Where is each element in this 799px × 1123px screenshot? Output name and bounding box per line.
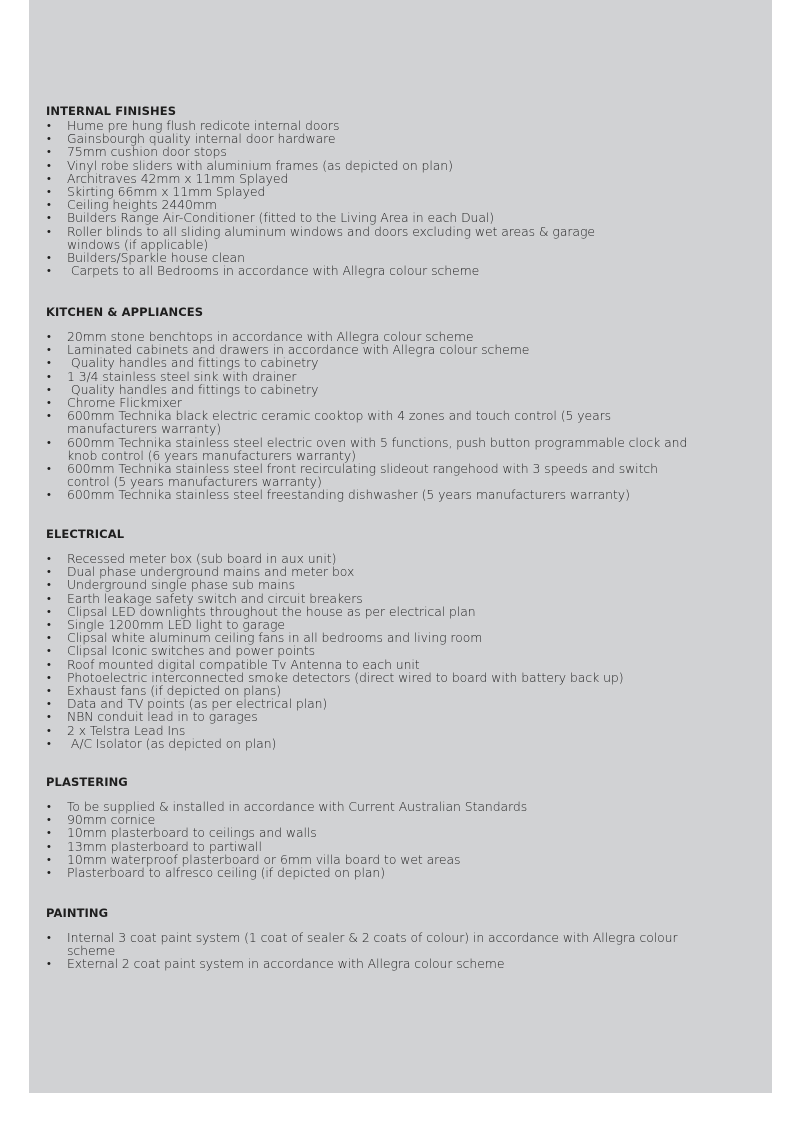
list-item: • 600mm Technika black electric ceramic cooktop with 4 zones and touch control (5 years manufacturers warranty)	[46, 409, 667, 435]
list-item: • 10mm waterproof plasterboard or 6mm villa board to wet areas	[46, 853, 736, 866]
item-list	[46, 931, 736, 971]
list-item: • Builders Range Air-Conditioner (fitted to the Living Area in each Dual)	[46, 211, 736, 224]
list-item: • Underground single phase sub mains	[46, 578, 736, 591]
list-item: • Quality handles and fittings to cabinetry	[46, 356, 736, 369]
list-item: • Clipsal LED downlights throughout the house as per electrical plan	[46, 605, 736, 618]
list-item: • Clipsal white aluminum ceiling fans in all bedrooms and living room	[46, 631, 736, 644]
item-list	[46, 330, 736, 502]
item-list	[46, 552, 736, 750]
section-plastering	[46, 775, 736, 879]
list-item: • Single 1200mm LED light to garage	[46, 618, 736, 631]
list-item: • Carpets to all Bedrooms in accordance with Allegra colour scheme	[46, 264, 736, 277]
list-item: • 2 x Telstra Lead Ins	[46, 724, 736, 737]
list-item: • 75mm cushion door stops	[46, 145, 736, 158]
list-item: • Exhaust fans (if depicted on plans)	[46, 684, 736, 697]
list-item: • Data and TV points (as per electrical plan)	[46, 697, 736, 710]
list-item: • Photoelectric interconnected smoke detectors (direct wired to board with battery back up)	[46, 671, 736, 684]
section-heading: PAINTING	[46, 906, 109, 920]
list-item: • 20mm stone benchtops in accordance with Allegra colour scheme	[46, 330, 736, 343]
list-item: • Hume pre hung flush redicote internal doors	[46, 119, 736, 132]
section-painting	[46, 906, 736, 971]
list-item: • Clipsal Iconic switches and power points	[46, 644, 736, 657]
list-item: • External 2 coat paint system in accordance with Allegra colour scheme	[46, 957, 736, 970]
section-internal-finishes	[46, 104, 736, 277]
list-item: • Earth leakage safety switch and circuit breakers	[46, 592, 736, 605]
section-heading: ELECTRICAL	[46, 527, 125, 541]
list-item: • 600mm Technika stainless steel electric oven with 5 functions, push button programmable clock and knob control (6 years manufacturers warranty)	[46, 436, 697, 462]
list-item: • 600mm Technika stainless steel front recirculating slideout rangehood with 3 speeds and switch control (5 years manufacturers warranty)	[46, 462, 697, 488]
list-item: • Roof mounted digital compatible Tv Antenna to each unit	[46, 658, 736, 671]
list-item: • Recessed meter box (sub board in aux unit)	[46, 552, 736, 565]
list-item: • Quality handles and fittings to cabinetry	[46, 383, 736, 396]
section-kitchen-appliances	[46, 305, 736, 502]
list-item: • 90mm cornice	[46, 813, 736, 826]
list-item: • Vinyl robe sliders with aluminium frames (as depicted on plan)	[46, 159, 736, 172]
list-item: • Chrome Flickmixer	[46, 396, 736, 409]
list-item: • 13mm plasterboard to partiwall	[46, 840, 736, 853]
list-item: • NBN conduit lead in to garages	[46, 710, 736, 723]
list-item: • Plasterboard to alfresco ceiling (if depicted on plan)	[46, 866, 736, 879]
list-item: • To be supplied & installed in accordance with Current Australian Standards	[46, 800, 736, 813]
item-list	[46, 119, 736, 277]
section-heading: PLASTERING	[46, 775, 128, 789]
list-item: • Architraves 42mm x 11mm Splayed	[46, 172, 736, 185]
section-heading: KITCHEN & APPLIANCES	[46, 305, 204, 319]
list-item: • A/C Isolator (as depicted on plan)	[46, 737, 736, 750]
section-electrical	[46, 527, 736, 750]
item-list	[46, 800, 736, 879]
list-item: • Builders/Sparkle house clean	[46, 251, 736, 264]
list-item: • Ceiling heights 2440mm	[46, 198, 736, 211]
list-item: • 1 3/4 stainless steel sink with drainer	[46, 370, 736, 383]
section-heading: INTERNAL FINISHES	[46, 104, 177, 118]
list-item: • Laminated cabinets and drawers in accordance with Allegra colour scheme	[46, 343, 736, 356]
list-item: • 600mm Technika stainless steel freestanding dishwasher (5 years manufacturers warranty)	[46, 488, 736, 501]
list-item: • Gainsbourgh quality internal door hardware	[46, 132, 736, 145]
list-item: • Skirting 66mm x 11mm Splayed	[46, 185, 736, 198]
list-item: • 10mm plasterboard to ceilings and walls	[46, 826, 736, 839]
list-item: • Roller blinds to all sliding aluminum windows and doors excluding wet areas & garage windows (if applicable)	[46, 225, 637, 251]
list-item: • Internal 3 coat paint system (1 coat of sealer & 2 coats of colour) in accordance with Allegra colour scheme	[46, 931, 727, 957]
list-item: • Dual phase underground mains and meter box	[46, 565, 736, 578]
